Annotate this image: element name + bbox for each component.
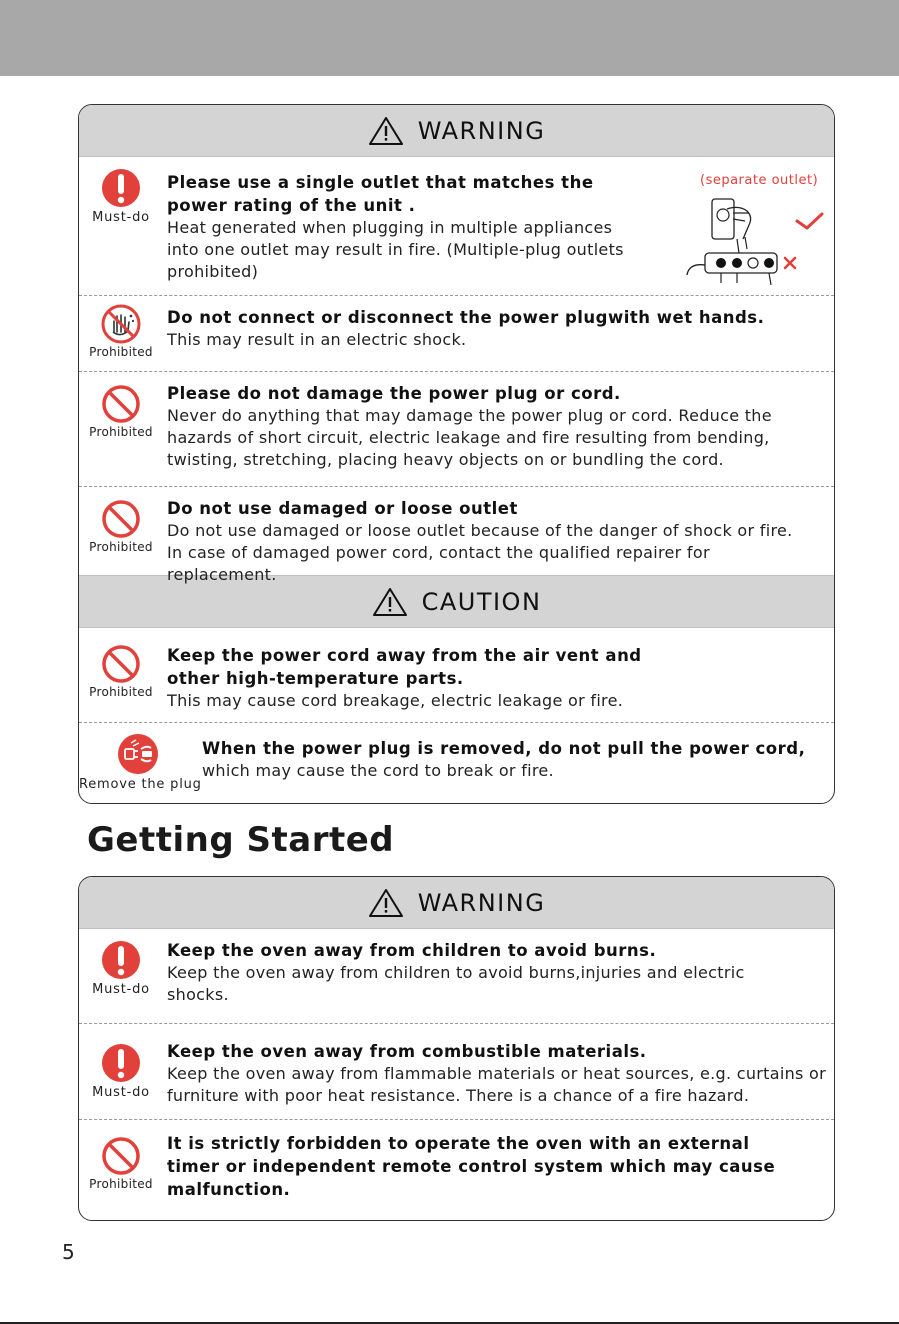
item-title: It is strictly forbidden to operate the oven with an external timer or independent remote control system which may cause malfunction. [167, 1134, 776, 1199]
safety-item [79, 1120, 834, 1220]
item-text [167, 1040, 830, 1107]
item-title: Do not use damaged or loose outlet [167, 499, 518, 518]
top-gray-band [0, 0, 899, 76]
safety-item [79, 157, 834, 296]
warning-header [79, 877, 834, 929]
exclamation-icon [101, 939, 141, 981]
prohibited-icon [101, 499, 141, 539]
symbol-label: Prohibited [89, 345, 153, 359]
safety-item [79, 723, 834, 804]
item-text [167, 939, 779, 1006]
warning-header-text: WARNING [417, 888, 546, 917]
symbol [89, 167, 153, 225]
safety-item [79, 628, 834, 723]
remove-plug-icon [117, 733, 159, 775]
symbol [89, 304, 153, 359]
item-text [167, 306, 824, 351]
item-body: which may cause the cord to break or fire. [202, 761, 554, 780]
symbol [89, 499, 153, 554]
symbol-label: Prohibited [89, 425, 153, 439]
symbol [89, 644, 153, 699]
prohibited-icon [101, 384, 141, 424]
item-title: Keep the power cord away from the air vent and other high-temperature parts. [167, 646, 642, 688]
caution-header-text: CAUTION [421, 587, 542, 616]
prohibited-icon [101, 644, 141, 684]
warning-triangle-icon [372, 587, 408, 617]
warning-header [79, 105, 834, 157]
symbol [89, 939, 153, 997]
item-title: Please use a single outlet that matches the power rating of the unit . [167, 173, 594, 215]
item-body: This may result in an electric shock. [167, 330, 467, 349]
warning-triangle-icon [368, 116, 404, 146]
prohibited-icon [101, 1136, 141, 1176]
safety-item [79, 296, 834, 372]
item-text [167, 1132, 804, 1201]
item-body: Never do anything that may damage the power plug or cord. Reduce the hazards of short circuit, electric leakage and fire resulting from bending, twisting, stretching, placing heavy objects on or bundling the cord. [167, 406, 772, 469]
safety-panel-1 [78, 104, 835, 804]
symbol-label: Remove the plug [79, 777, 202, 792]
warning-triangle-icon [368, 888, 404, 918]
item-body: This may cause cord breakage, electric leakage or fire. [167, 691, 624, 710]
outlet-illustration [679, 191, 824, 291]
symbol [79, 733, 202, 792]
item-text [167, 497, 824, 586]
item-title: Keep the oven away from children to avoid burns. [167, 941, 657, 960]
safety-item [79, 372, 834, 487]
item-title: When the power plug is removed, do not pull the power cord, [202, 739, 806, 758]
symbol-label: Must-do [92, 982, 150, 997]
safety-item [79, 487, 834, 584]
safety-item [79, 929, 834, 1024]
symbol [89, 384, 153, 439]
item-text [167, 382, 824, 471]
symbol-label: Must-do [92, 1085, 150, 1100]
item-body: Heat generated when plugging in multiple appliances into one outlet may result in fire. (Multiple-plug outlets prohibited) [167, 218, 624, 281]
item-title: Please do not damage the power plug or cord. [167, 384, 621, 403]
symbol-label: Prohibited [89, 685, 153, 699]
symbol [89, 1042, 153, 1100]
item-text [202, 737, 824, 782]
section-title: Getting Started [87, 820, 395, 860]
warning-header-text: WARNING [417, 116, 546, 145]
exclamation-icon [101, 1042, 141, 1084]
item-body: Do not use damaged or loose outlet because of the danger of shock or fire. In case of damaged power cord, contact the qualified repairer for replacement. [167, 521, 793, 584]
exclamation-icon [101, 167, 141, 209]
item-body: Keep the oven away from flammable materials or heat sources, e.g. curtains or furniture with poor heat resistance. There is a chance of a fire hazard. [167, 1064, 827, 1105]
item-body: Keep the oven away from children to avoid burns,injuries and electric shocks. [167, 963, 745, 1004]
symbol-label: Prohibited [89, 540, 153, 554]
item-title: Do not connect or disconnect the power plugwith wet hands. [167, 308, 765, 327]
safety-item [79, 1024, 834, 1120]
page-number: 5 [62, 1240, 75, 1264]
item-text [167, 644, 684, 712]
symbol-label: Prohibited [89, 1177, 153, 1191]
symbol-label: Must-do [92, 210, 150, 225]
item-title: Keep the oven away from combustible materials. [167, 1042, 647, 1061]
wet-hand-prohibited-icon [101, 304, 141, 344]
safety-panel-2 [78, 876, 835, 1221]
separate-outlet-label: (separate outlet) [700, 173, 819, 188]
item-text [167, 171, 646, 283]
symbol [89, 1136, 153, 1191]
